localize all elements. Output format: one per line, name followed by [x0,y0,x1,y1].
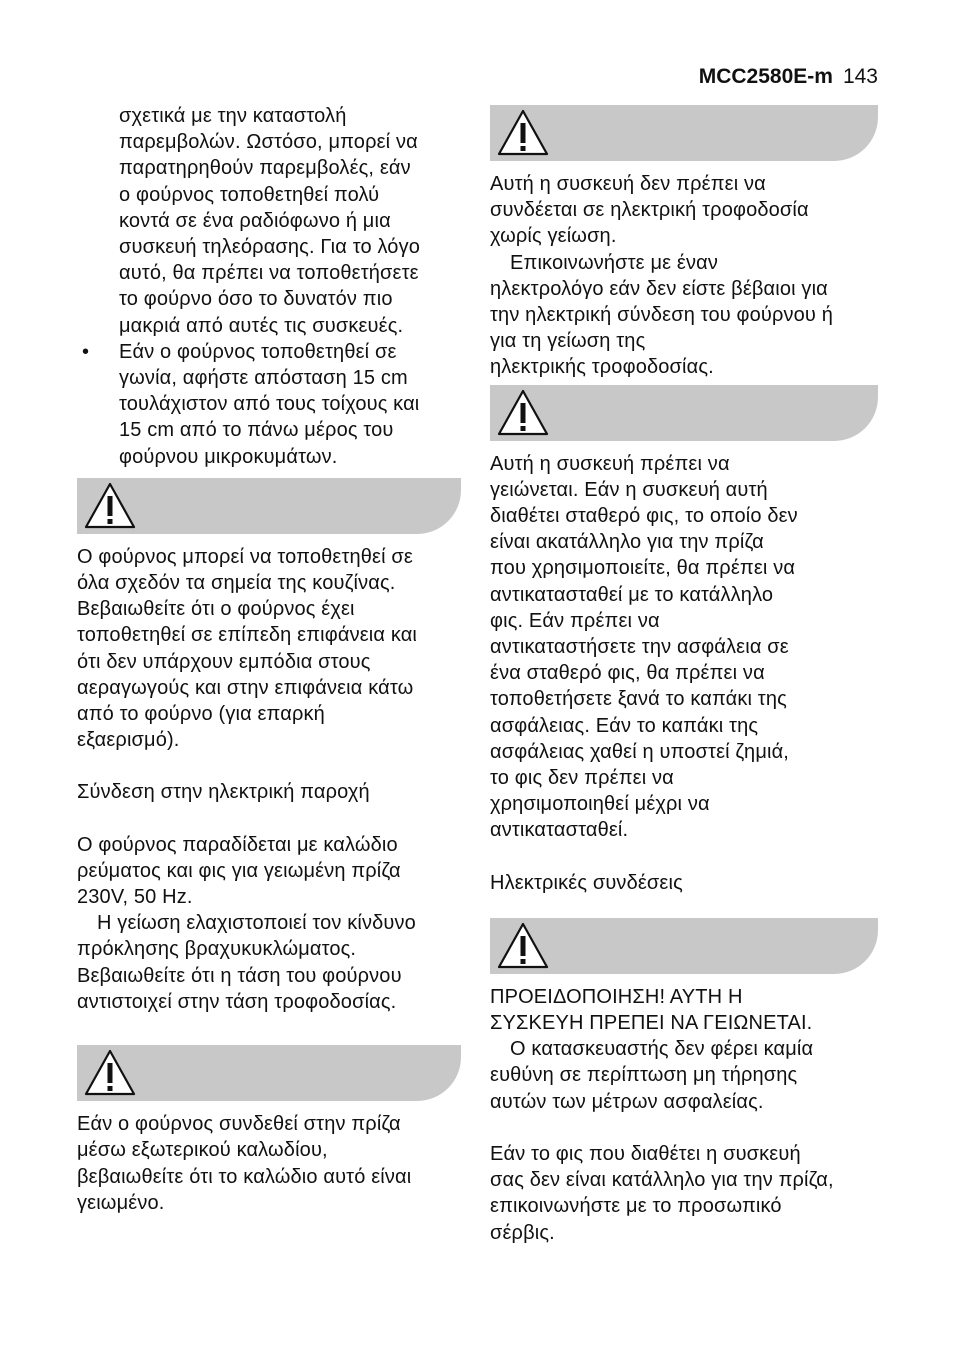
grounding-caps-warning-text: ΠΡΟΕΙΔΟΠΟΙΗΣΗ! ΑΥΤΗ Η ΣΥΣΚΕΥΗ ΠΡΕΠΕΙ ΝΑ ΓΕΙΩΝΕΤΑΙ. [490,985,813,1035]
left-column [77,103,461,1216]
extension-cable-warning-text: Εάν ο φούρνος συνδεθεί στην πρίζα μέσω εξωτερικού καλωδίου, βεβαιωθείτε ότι το καλώδιο αυτό είναι γειωμένο. [77,1113,412,1214]
supply-text: Ο φούρνος παραδίδεται με καλώδιο ρεύματος και φις για γειωμένη πρίζα 230V, 50 Hz. [77,833,401,909]
warning-triangle-icon [496,108,550,158]
continued-text: σχετικά με την καταστολή παρεμβολών. Ωστόσο, μπορεί να παρατηρηθούν παρεμβολές, εάν ο φούρνος τοποθετηθεί πολύ κοντά σε ένα ραδιόφωνο ή μια συσκευή τηλεόρασης. Για το λόγο αυτό, θα πρέπει να τοποθετήσετε το φούρνο όσο το δυνατόν πιο μακριά από αυτές τις συσκευές. [119,105,420,337]
list-item [77,339,461,470]
continued-paragraph [77,103,461,339]
section-title-electrical-connections: Ηλεκτρικές συνδέσεις [490,871,683,894]
section-title-power-connection: Σύνδεση στην ηλεκτρική παροχή [77,781,370,804]
warning-bar [490,918,878,974]
page-number: 143 [842,65,878,88]
model-number: MCC2580E-m [698,65,833,88]
warning-bar [490,385,878,441]
manufacturer-liability-text: Ο κατασκευαστής δεν φέρει καμία ευθύνη σε περίπτωση μη τήρησης αυτών των μέτρων ασφαλείας. [490,1038,814,1113]
electrician-text: Επικοινωνήστε με έναν ηλεκτρολόγο εάν δεν είστε βέβαιοι για την ηλεκτρική σύνδεση του φούρνου ή για τη γείωση της ηλεκτρικής τροφοδοσίας. [490,251,834,379]
page-header [699,64,878,90]
warning-bar [490,105,878,161]
placement-warning-text: Ο φούρνος μπορεί να τοποθετηθεί σε όλα σχεδόν τα σημεία της κουζίνας. Βεβαιωθείτε ότι ο φούρνος έχει τοποθετηθεί σε επίπεδη επιφάνεια και ότι δεν υπάρχουν εμπόδια στους αεραγωγούς και στην επιφάνεια κάτω από το φούρνο (για επαρκή εξαερισμό). [77,545,418,752]
ground-text: Η γείωση ελαχιστοποιεί τον κίνδυνο πρόκλησης βραχυκυκλώματος. Βεβαιωθείτε ότι η τάση του φούρνου αντιστοιχεί στην τάση τροφοδοσίας. [77,912,416,1013]
right-column [490,103,878,1246]
warning-triangle-icon [83,1048,137,1098]
warning-bar [77,1045,461,1101]
plug-service-text: Εάν το φις που διαθέτει η συσκευή σας δεν είναι κατάλληλο για την πρίζα, επικοινωνήστε με το προσωπικό σέρβις. [490,1142,834,1244]
warning-triangle-icon [496,921,550,971]
warning-triangle-icon [496,388,550,438]
warning-bar [77,478,461,534]
warning-triangle-icon [83,481,137,531]
ungrounded-warning-text: Αυτή η συσκευή δεν πρέπει να συνδέεται σε ηλεκτρική τροφοδοσία χωρίς γείωση. [490,173,809,248]
bullet-text: Εάν ο φούρνος τοποθετηθεί σε γωνία, αφήστε απόσταση 15 cm τουλάχιστον από τους τοίχους και 15 cm από το πάνω μέρος του φούρνου μικροκυμάτων. [119,340,420,468]
bullet-marker: • [82,340,90,363]
grounding-plug-warning-text: Αυτή η συσκευή πρέπει να γειώνεται. Εάν η συσκευή αυτή διαθέτει σταθερό φις, το οποίο δεν είναι ακατάλληλο για την πρίζα που χρησιμοποιείτε, θα πρέπει να αντικατασταθεί με το κατάλληλο φις. Εάν πρέπει να αντικαταστήσετε την ασφάλεια σε ένα σταθερό φις, θα πρέπει να τοποθετήσετε ξανά το καπάκι της ασφάλειας. Εάν το καπάκι της ασφάλειας χαθεί η υποστεί ζημιά, το φις δεν πρέπει να χρησιμοποιηθεί μέχρι να αντικατασταθεί. [490,452,798,842]
